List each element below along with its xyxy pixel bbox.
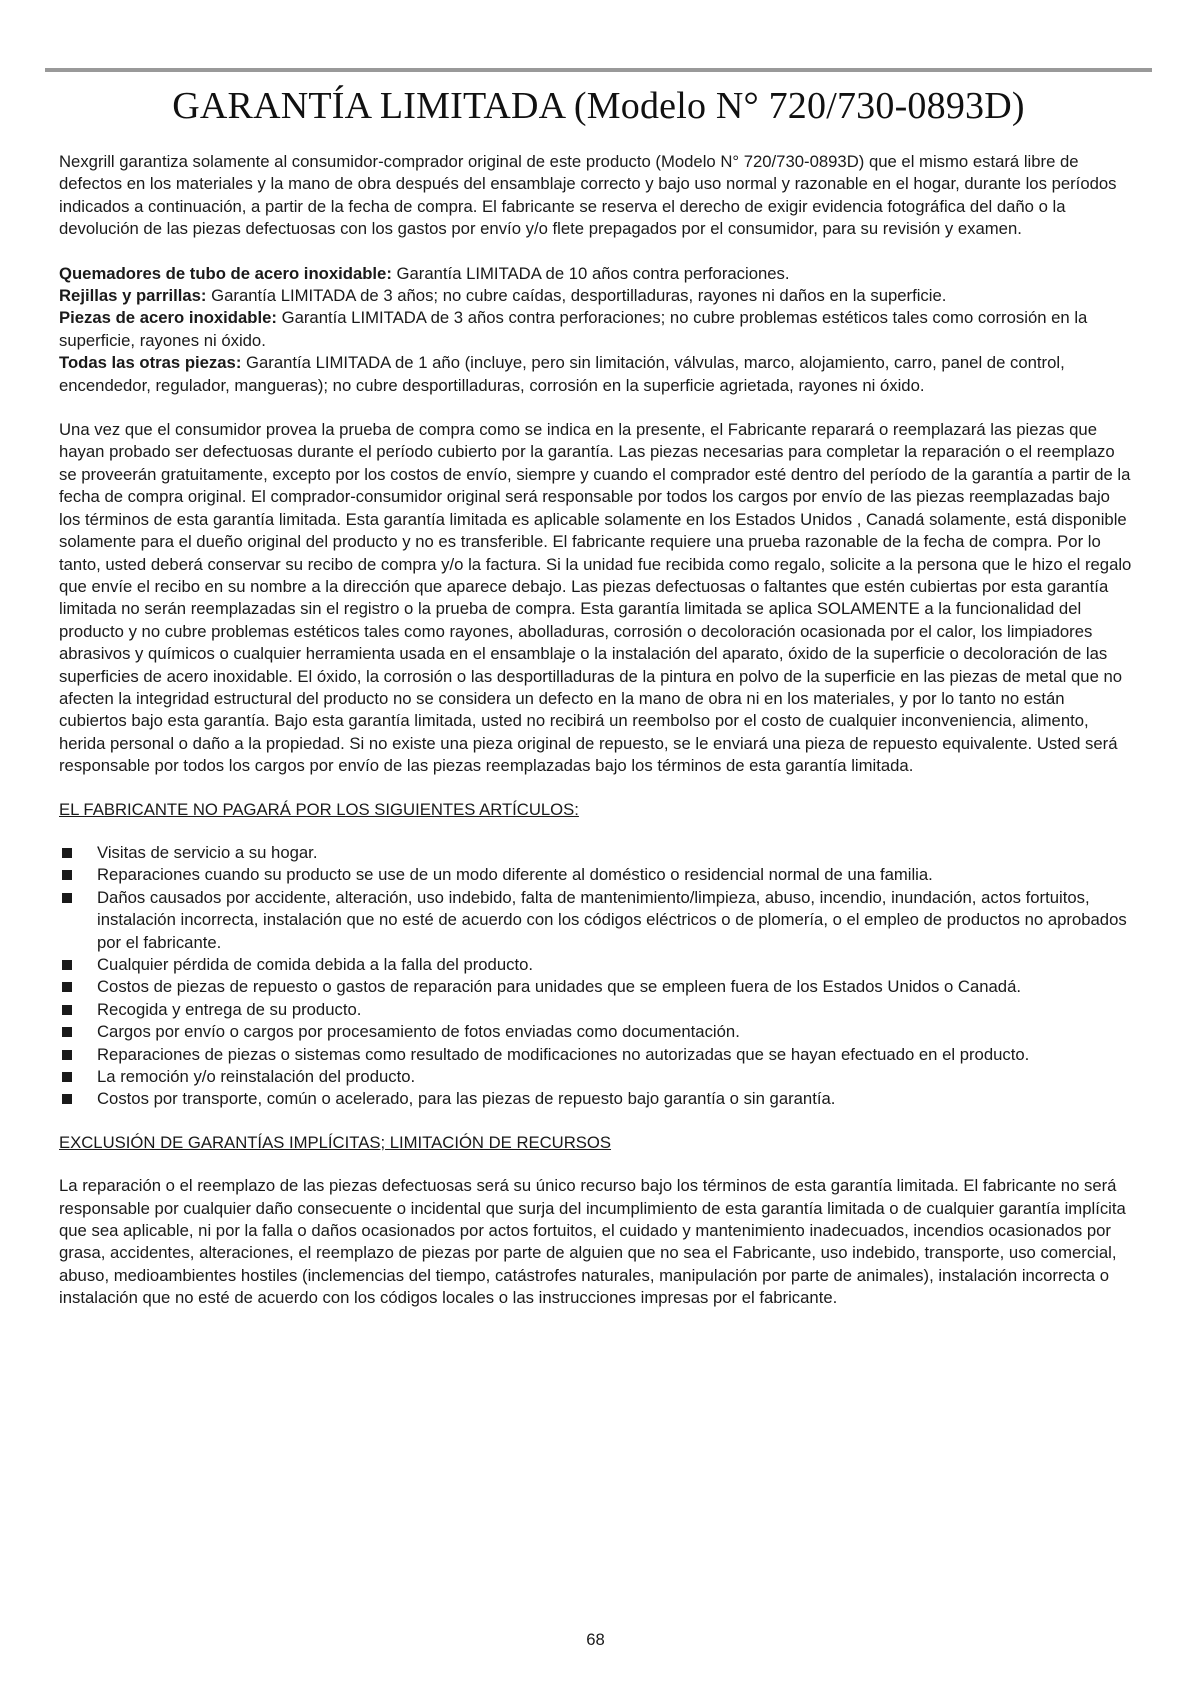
coverage-list [59,263,1134,397]
list-item: Reparaciones de piezas o sistemas como resultado de modificaciones no autorizadas que se hayan efectuado en el producto. [59,1044,1134,1066]
implied-warranty-paragraph: La reparación o el reemplazo de las piezas defectuosas será su único recurso bajo los términos de esta garantía limitada. El fabricante no será responsable por cualquier daño consecuente o incidental que surja del incumplimiento de esta garantía limitada o de cualquier garantía implícita que sea aplicable, ni por la falla o daños ocasionados por actos fortuitos, el cuidado y mantenimiento inadecuados, incendios ocasionados por grasa, accidentes, alteraciones, el reemplazo de piezas por parte de alguien que no sea el Fabricante, uso indebido, transporte, uso comercial, abuso, medioambientes hostiles (inclemencias del tiempo, catástrofes naturales, manipulación por parte de animales), instalación incorrecta o instalación que no esté de acuerdo con los códigos locales o las instrucciones impresas por el fabricante. [59,1176,1126,1308]
list-item: Reparaciones cuando su producto se use de un modo diferente al doméstico o residencial normal de una familia. [59,864,1134,886]
list-item: Cualquier pérdida de comida debida a la falla del producto. [59,954,1134,976]
list-item: Visitas de servicio a su hogar. [59,842,1134,864]
coverage-label: Todas las otras piezas: [59,353,242,373]
square-bullet-icon [62,870,72,880]
list-item: Costos por transporte, común o acelerado, para las piezas de repuesto bajo garantía o sin garantía. [59,1088,1134,1110]
list-item: Recogida y entrega de su producto. [59,999,1134,1021]
list-item: Daños causados por accidente, alteración, uso indebido, falta de mantenimiento/limpieza, abuso, incendio, inundación, actos fortuitos, instalación incorrecta, instalación que no esté de acuerdo con los códigos eléctricos o de plomería, o el empleo de productos no aprobados por el fabricante. [59,887,1134,954]
list-item: La remoción y/o reinstalación del producto. [59,1066,1134,1088]
exclusions-heading: EL FABRICANTE NO PAGARÁ POR LOS SIGUIENTES ARTÍCULOS: [59,799,579,819]
coverage-label: Quemadores de tubo de acero inoxidable: [59,263,392,283]
coverage-label: Rejillas y parrillas: [59,286,207,306]
square-bullet-icon [62,1094,72,1104]
terms-paragraph: Una vez que el consumidor provea la prueba de compra como se indica en la presente, el Fabricante reparará o reemplazará las piezas que hayan probado ser defectuosas durante el período cubierto por la garantía. Las piezas necesarias para completar la reparación o el reemplazo se proveerán gratuitamente, excepto por los costos de envío, siempre y cuando el comprador esté dentro del período de la garantía a partir de la fecha de compra original. El comprador-consumidor original será responsable por todos los cargos por envío de las piezas reemplazadas bajo los términos de esta garantía limitada. Esta garantía limitada es aplicable solamente en los Estados Unidos , Canadá solamente, está disponible solamente para el dueño original del producto y no es transferible. El fabricante requiere una prueba razonable de la fecha de compra. Por lo tanto, usted deberá conservar su recibo de compra y/o la factura. Si la unidad fue recibida como regalo, solicite a la persona que le hizo el regalo que envíe el recibo en su nombre a la dirección que aparece debajo. Las piezas defectuosas o faltantes que estén cubiertas por esta garantía limitada no serán reemplazadas sin el registro o la prueba de compra. Esta garantía limitada se aplica SOLAMENTE a la funcionalidad del producto y no cubre problemas estéticos tales como rayones, abolladuras, corrosión o decoloración ocasionada por el calor, los limpiadores abrasivos y químicos o cualquier herramienta usada en el ensamblaje o la instalación del aparato, óxido de la superficie o decoloración de las superficies de acero inoxidable. El óxido, la corrosión o las desportilladuras de la pintura en polvo de la superficie en las piezas de metal que no afecten la integridad estructural del producto no se considera un defecto en la mano de obra ni en los materiales, y por lo tanto no están cubiertos bajo esta garantía. Bajo esta garantía limitada, usted no recibirá un reembolso por el costo de cualquier inconveniencia, alimento, herida personal o daño a la propiedad. Si no existe una pieza original de repuesto, se le enviará una pieza de repuesto equivalente. Usted será responsable por todos los cargos por envío de las piezas reemplazadas bajo los términos de esta garantía limitada. [59,420,1132,776]
coverage-item [59,352,1134,397]
intro-paragraph: Nexgrill garantiza solamente al consumidor-comprador original de este producto (Modelo N° 720/730-0893D) que el mismo estará libre de defectos en los materiales y la mano de obra después del ensamblaje correcto y bajo uso normal y razonable en el hogar, durante los períodos indicados a continuación, a partir de la fecha de compra. El fabricante se reserva el derecho de exigir evidencia fotográfica del daño o la devolución de las piezas defectuosas con los gastos por envío y/o flete prepagados por el consumidor, para su revisión y examen. [59,152,1117,239]
square-bullet-icon [62,1005,72,1015]
coverage-text: Garantía LIMITADA de 1 año (incluye, pero sin limitación, válvulas, marco, alojamiento, carro, panel de control, encendedor, regulador, mangueras); no cubre desportilladuras, corrosión en la superficie agrietada, rayones ni óxido. [59,353,1065,395]
coverage-text: Garantía LIMITADA de 10 años contra perforaciones. [391,263,790,283]
coverage-text: Garantía LIMITADA de 3 años; no cubre caídas, desportilladuras, rayones ni daños en la superficie. [206,286,947,306]
coverage-item [59,307,1134,352]
square-bullet-icon [62,960,72,970]
coverage-text: Garantía LIMITADA de 3 años contra perforaciones; no cubre problemas estéticos tales como corrosión en la superficie, rayones ni óxido. [59,308,1088,350]
coverage-label: Piezas de acero inoxidable: [59,308,277,328]
square-bullet-icon [62,1027,72,1037]
square-bullet-icon [62,848,72,858]
implied-warranty-heading: EXCLUSIÓN DE GARANTÍAS IMPLÍCITAS; LIMITACIÓN DE RECURSOS [59,1132,612,1152]
exclusions-list [59,842,1134,1111]
coverage-item [59,263,1134,285]
square-bullet-icon [62,982,72,992]
page-number: 68 [586,1630,605,1649]
list-item: Cargos por envío o cargos por procesamiento de fotos enviadas como documentación. [59,1021,1134,1043]
top-rule [45,68,1152,72]
square-bullet-icon [62,893,72,903]
coverage-item [59,285,1134,307]
list-item: Costos de piezas de repuesto o gastos de reparación para unidades que se empleen fuera de los Estados Unidos o Canadá. [59,976,1134,998]
warranty-content [59,151,1134,1310]
square-bullet-icon [62,1072,72,1082]
square-bullet-icon [62,1050,72,1060]
page-title: GARANTÍA LIMITADA (Modelo N° 720/730-0893D) [172,85,1025,127]
